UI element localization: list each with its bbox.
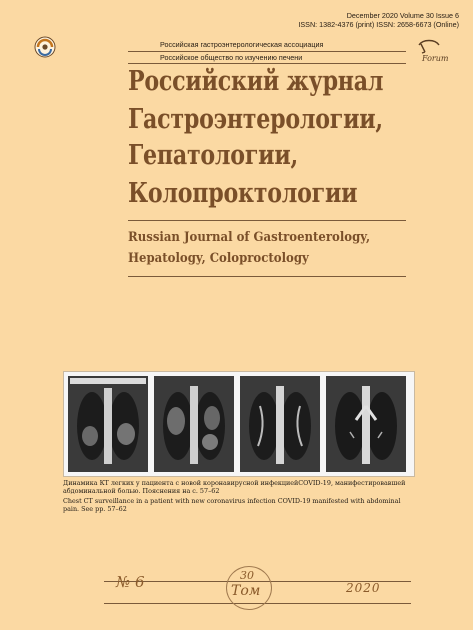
issue-line: December 2020 Volume 30 Issue 6 (346, 11, 459, 20)
ct-scan-image-3 (240, 376, 320, 472)
title-ru-line-4: Колопроктологии (128, 178, 358, 209)
divider (128, 220, 406, 221)
divider (128, 63, 406, 64)
association-name-2: Российское общество по изучению печени (160, 53, 303, 62)
association-name-1: Российская гастроэнтерологическая ассоциация (160, 40, 324, 49)
association-logo-icon (34, 36, 56, 58)
title-ru-line-1: Российский журнал (128, 66, 384, 97)
issn-line: ISSN: 1382-4376 (print) ISSN: 2658-6673 (Online) (298, 20, 459, 29)
title-ru-line-3: Гепатологии, (128, 140, 298, 171)
title-en-line-2: Hepatology, Coloproctology (128, 251, 309, 266)
divider (128, 51, 406, 52)
volume-label: Том (231, 583, 261, 599)
title-ru-line-2: Гастроэнтерологии, (128, 104, 383, 135)
ct-figure-panel (63, 371, 415, 477)
figure-caption-en: Chest CT surveillance in a patient with new coronavirus infection COVID-19 manifested with abdominal pain. See pp. 57–62 (63, 497, 401, 514)
ct-scan-image-1 (68, 376, 148, 472)
publication-year: 2020 (346, 581, 381, 595)
volume-number: 30 (240, 569, 254, 582)
issue-number: № 6 (116, 573, 145, 591)
publisher-logo-icon (413, 37, 449, 69)
divider (128, 276, 406, 277)
ct-scan-image-4 (326, 376, 406, 472)
publisher-logo-text: Forum (422, 54, 449, 63)
figure-caption-ru: Динамика КТ легких у пациента с новой коронавирусной инфекциейCOVID-19, манифестировавшей абдоминальной болью. Пояснения на с. 57–62 (63, 479, 406, 496)
title-en-line-1: Russian Journal of Gastroenterology, (128, 230, 371, 245)
ct-scan-image-2 (154, 376, 234, 472)
